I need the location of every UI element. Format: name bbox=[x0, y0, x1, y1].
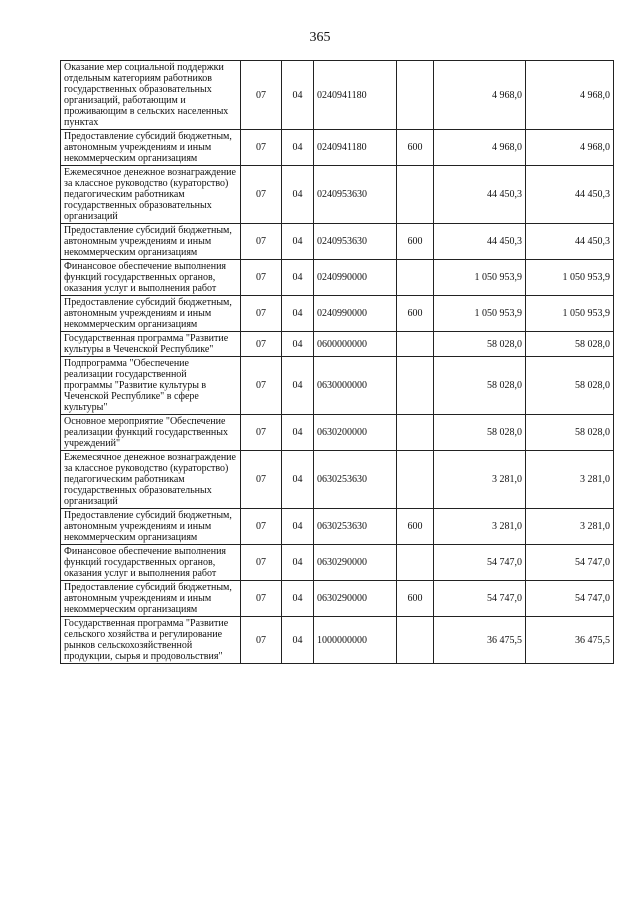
amount-second: 4 968,0 bbox=[526, 61, 614, 130]
subsection-code: 04 bbox=[282, 415, 314, 451]
amount-first: 44 450,3 bbox=[434, 166, 526, 224]
amount-second: 58 028,0 bbox=[526, 357, 614, 415]
section-code: 07 bbox=[241, 415, 282, 451]
target-article-code: 0240953630 bbox=[314, 166, 397, 224]
expense-type-code bbox=[397, 166, 434, 224]
expense-type-code bbox=[397, 545, 434, 581]
amount-second: 44 450,3 bbox=[526, 224, 614, 260]
amount-second: 54 747,0 bbox=[526, 581, 614, 617]
amount-second: 44 450,3 bbox=[526, 166, 614, 224]
expense-type-code bbox=[397, 617, 434, 664]
target-article-code: 0630253630 bbox=[314, 509, 397, 545]
target-article-code: 0240941180 bbox=[314, 130, 397, 166]
item-name: Государственная программа "Развитие культуры в Чеченской Республике" bbox=[61, 332, 241, 357]
item-name: Оказание мер социальной поддержки отдельным категориям работников государственных образовательных организаций, работающим и проживающим в сельских населенных пунктах bbox=[61, 61, 241, 130]
subsection-code: 04 bbox=[282, 581, 314, 617]
table-row bbox=[61, 130, 614, 166]
subsection-code: 04 bbox=[282, 451, 314, 509]
target-article-code: 0240990000 bbox=[314, 260, 397, 296]
table-row bbox=[61, 61, 614, 130]
table-row bbox=[61, 545, 614, 581]
section-code: 07 bbox=[241, 166, 282, 224]
item-name: Предоставление субсидий бюджетным, автономным учреждениям и иным некоммерческим организациям bbox=[61, 581, 241, 617]
target-article-code: 0630253630 bbox=[314, 451, 397, 509]
table-row bbox=[61, 509, 614, 545]
amount-second: 54 747,0 bbox=[526, 545, 614, 581]
table-row bbox=[61, 166, 614, 224]
target-article-code: 0630290000 bbox=[314, 581, 397, 617]
amount-first: 58 028,0 bbox=[434, 357, 526, 415]
budget-table bbox=[60, 60, 614, 664]
expense-type-code: 600 bbox=[397, 581, 434, 617]
subsection-code: 04 bbox=[282, 545, 314, 581]
item-name: Предоставление субсидий бюджетным, автономным учреждениям и иным некоммерческим организациям bbox=[61, 509, 241, 545]
section-code: 07 bbox=[241, 545, 282, 581]
item-name: Ежемесячное денежное вознаграждение за классное руководство (кураторство) педагогическим работникам государственных образовательных организаций bbox=[61, 166, 241, 224]
amount-second: 36 475,5 bbox=[526, 617, 614, 664]
expense-type-code bbox=[397, 61, 434, 130]
table-row bbox=[61, 224, 614, 260]
target-article-code: 0630000000 bbox=[314, 357, 397, 415]
item-name: Предоставление субсидий бюджетным, автономным учреждениям и иным некоммерческим организациям bbox=[61, 224, 241, 260]
target-article-code: 0240953630 bbox=[314, 224, 397, 260]
table-row bbox=[61, 357, 614, 415]
subsection-code: 04 bbox=[282, 357, 314, 415]
section-code: 07 bbox=[241, 509, 282, 545]
amount-first: 1 050 953,9 bbox=[434, 260, 526, 296]
item-name: Ежемесячное денежное вознаграждение за классное руководство (кураторство) педагогическим работникам государственных образовательных организаций bbox=[61, 451, 241, 509]
item-name: Предоставление субсидий бюджетным, автономным учреждениям и иным некоммерческим организациям bbox=[61, 296, 241, 332]
amount-first: 1 050 953,9 bbox=[434, 296, 526, 332]
subsection-code: 04 bbox=[282, 509, 314, 545]
item-name: Финансовое обеспечение выполнения функций государственных органов, оказания услуг и выполнения работ bbox=[61, 545, 241, 581]
amount-second: 3 281,0 bbox=[526, 509, 614, 545]
subsection-code: 04 bbox=[282, 296, 314, 332]
subsection-code: 04 bbox=[282, 260, 314, 296]
target-article-code: 0630200000 bbox=[314, 415, 397, 451]
amount-first: 4 968,0 bbox=[434, 61, 526, 130]
section-code: 07 bbox=[241, 451, 282, 509]
section-code: 07 bbox=[241, 357, 282, 415]
amount-first: 54 747,0 bbox=[434, 581, 526, 617]
subsection-code: 04 bbox=[282, 332, 314, 357]
amount-second: 1 050 953,9 bbox=[526, 260, 614, 296]
amount-first: 58 028,0 bbox=[434, 332, 526, 357]
table-row bbox=[61, 617, 614, 664]
item-name: Подпрограмма "Обеспечение реализации государственной программы "Развитие культуры в Чеченской Республике" в сфере культуры" bbox=[61, 357, 241, 415]
expense-type-code: 600 bbox=[397, 130, 434, 166]
item-name: Предоставление субсидий бюджетным, автономным учреждениям и иным некоммерческим организациям bbox=[61, 130, 241, 166]
item-name: Основное мероприятие "Обеспечение реализации функций государственных учреждений" bbox=[61, 415, 241, 451]
page-number: 365 bbox=[309, 30, 331, 45]
expense-type-code: 600 bbox=[397, 296, 434, 332]
expense-type-code bbox=[397, 357, 434, 415]
item-name: Государственная программа "Развитие сельского хозяйства и регулирование рынков сельскохозяйственной продукции, сырья и продовольствия" bbox=[61, 617, 241, 664]
table-row bbox=[61, 415, 614, 451]
amount-first: 4 968,0 bbox=[434, 130, 526, 166]
subsection-code: 04 bbox=[282, 130, 314, 166]
table-row bbox=[61, 451, 614, 509]
section-code: 07 bbox=[241, 617, 282, 664]
expense-type-code: 600 bbox=[397, 224, 434, 260]
target-article-code: 0630290000 bbox=[314, 545, 397, 581]
table-row bbox=[61, 296, 614, 332]
amount-first: 58 028,0 bbox=[434, 415, 526, 451]
table-row bbox=[61, 332, 614, 357]
section-code: 07 bbox=[241, 260, 282, 296]
expense-type-code bbox=[397, 415, 434, 451]
table-row bbox=[61, 260, 614, 296]
table-row bbox=[61, 581, 614, 617]
amount-first: 44 450,3 bbox=[434, 224, 526, 260]
item-name: Финансовое обеспечение выполнения функций государственных органов, оказания услуг и выполнения работ bbox=[61, 260, 241, 296]
expense-type-code bbox=[397, 260, 434, 296]
amount-second: 58 028,0 bbox=[526, 332, 614, 357]
subsection-code: 04 bbox=[282, 61, 314, 130]
amount-first: 3 281,0 bbox=[434, 451, 526, 509]
section-code: 07 bbox=[241, 61, 282, 130]
section-code: 07 bbox=[241, 130, 282, 166]
expense-type-code: 600 bbox=[397, 509, 434, 545]
section-code: 07 bbox=[241, 332, 282, 357]
target-article-code: 1000000000 bbox=[314, 617, 397, 664]
amount-second: 1 050 953,9 bbox=[526, 296, 614, 332]
section-code: 07 bbox=[241, 296, 282, 332]
subsection-code: 04 bbox=[282, 166, 314, 224]
target-article-code: 0240941180 bbox=[314, 61, 397, 130]
amount-first: 3 281,0 bbox=[434, 509, 526, 545]
section-code: 07 bbox=[241, 581, 282, 617]
amount-second: 58 028,0 bbox=[526, 415, 614, 451]
amount-first: 54 747,0 bbox=[434, 545, 526, 581]
expense-type-code bbox=[397, 451, 434, 509]
expense-type-code bbox=[397, 332, 434, 357]
amount-second: 3 281,0 bbox=[526, 451, 614, 509]
amount-first: 36 475,5 bbox=[434, 617, 526, 664]
target-article-code: 0600000000 bbox=[314, 332, 397, 357]
amount-second: 4 968,0 bbox=[526, 130, 614, 166]
section-code: 07 bbox=[241, 224, 282, 260]
subsection-code: 04 bbox=[282, 224, 314, 260]
target-article-code: 0240990000 bbox=[314, 296, 397, 332]
subsection-code: 04 bbox=[282, 617, 314, 664]
